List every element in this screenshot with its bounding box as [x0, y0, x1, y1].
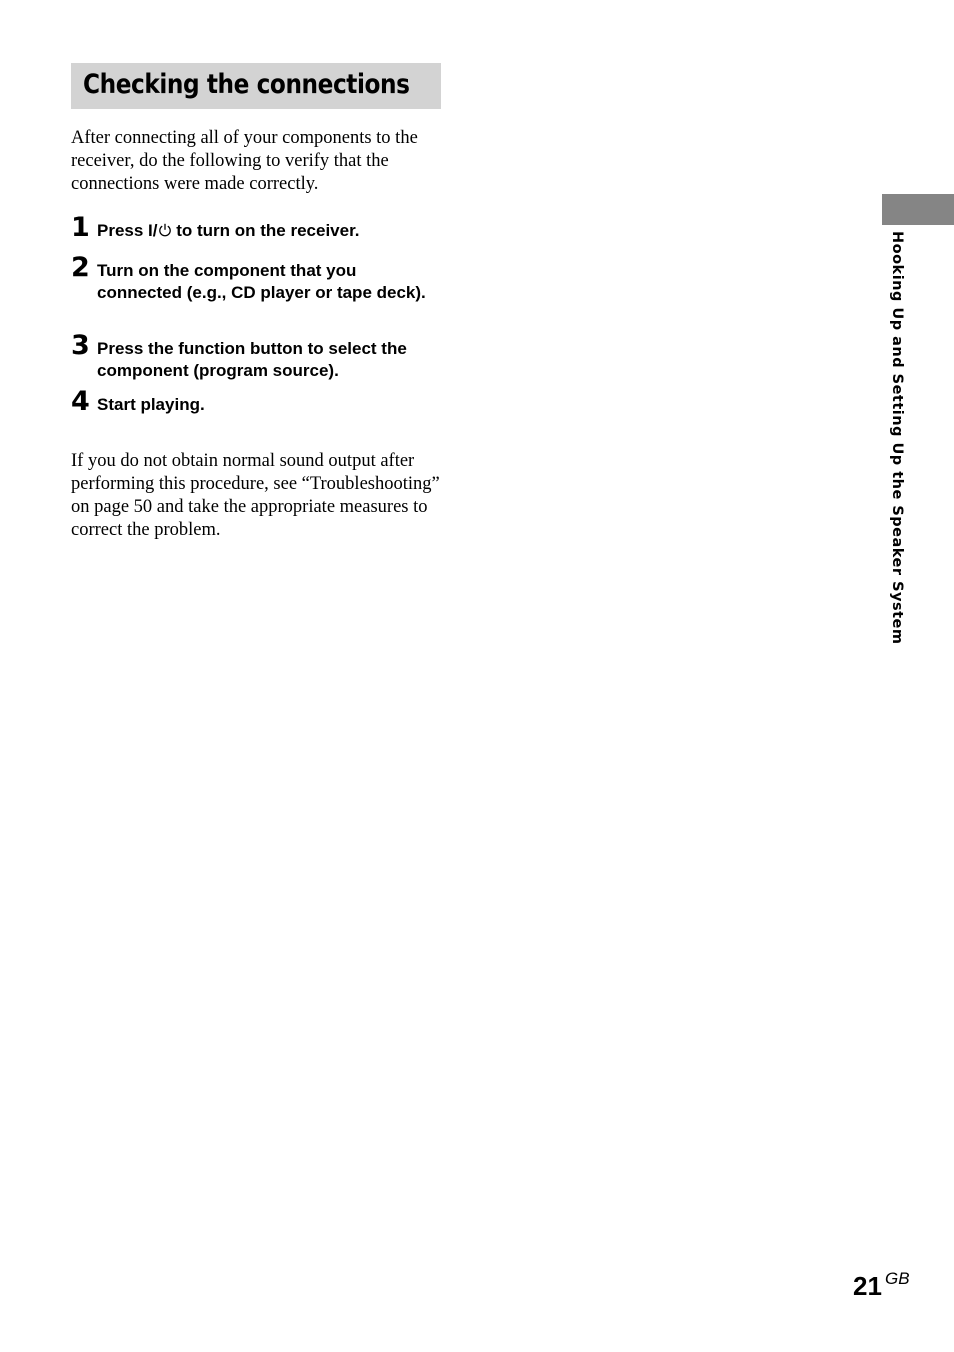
section-heading-box	[71, 63, 441, 109]
step-number: 2	[71, 252, 90, 283]
power-icon	[158, 223, 172, 237]
step-text	[97, 220, 441, 242]
step-number: 4	[71, 386, 90, 417]
page-number: 21	[853, 1271, 882, 1301]
page-title: Checking the connections	[83, 69, 410, 100]
section-side-label: Hooking Up and Setting Up the Speaker System	[889, 231, 905, 645]
step-text-part: Press I/	[97, 221, 158, 240]
step-number: 1	[71, 212, 90, 243]
intro-paragraph: After connecting all of your components to the receiver, do the following to verify that the connections were made correctly.	[71, 128, 418, 194]
side-tab	[882, 194, 954, 225]
step-text-part: to turn on the receiver.	[171, 221, 360, 240]
step-number: 3	[71, 330, 90, 361]
step-text: Start playing.	[97, 395, 205, 414]
troubleshooting-paragraph: If you do not obtain normal sound output after performing this procedure, see “Troubleshooting” on page 50 and take the appropriate measures to correct the problem.	[71, 451, 440, 540]
page-region-suffix: GB	[885, 1269, 910, 1288]
step-text: Turn on the component that you connected (e.g., CD player or tape deck).	[97, 261, 426, 302]
step-text: Press the function button to select the component (program source).	[97, 339, 407, 380]
